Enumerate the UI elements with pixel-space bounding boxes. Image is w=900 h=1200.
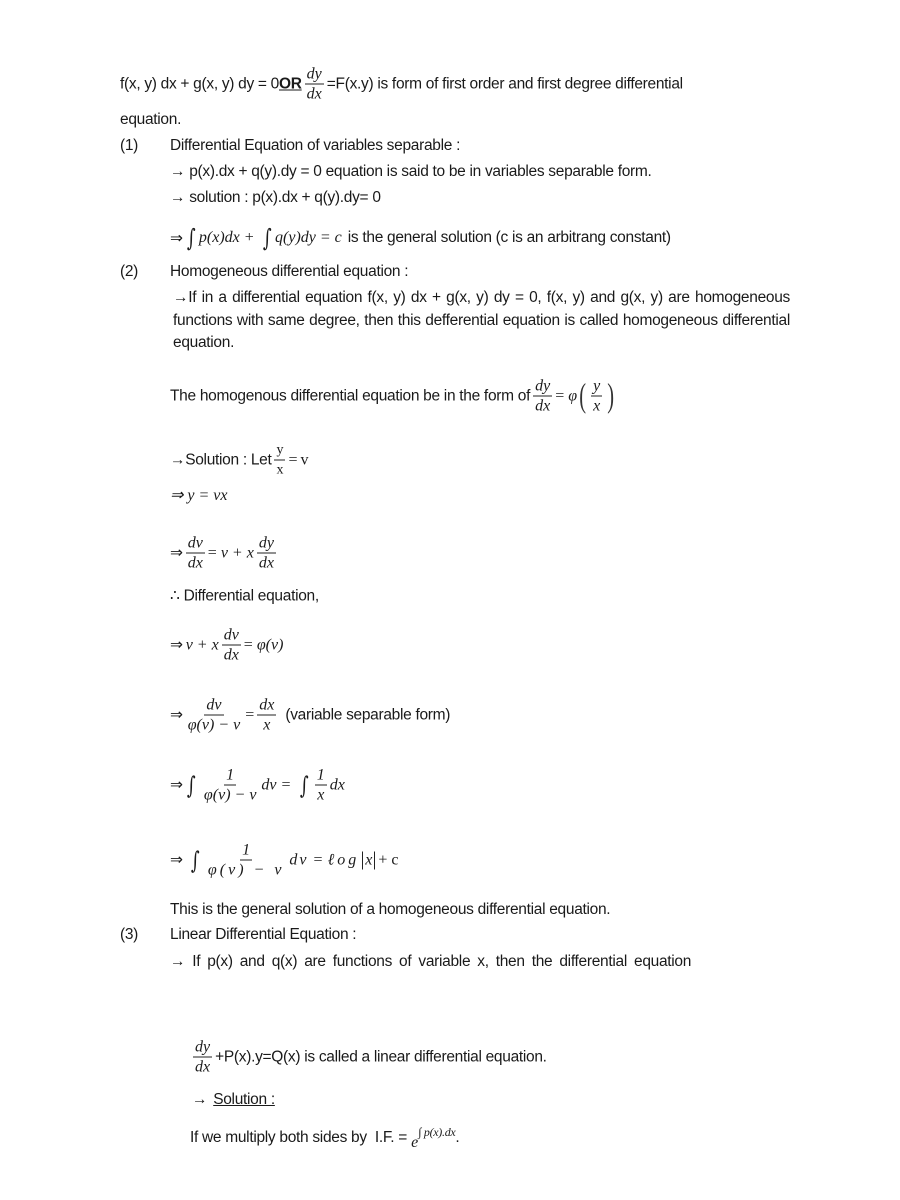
section-number: (3) [120,926,139,943]
abs-x: x [362,851,375,869]
substituted-equation [170,626,283,665]
implies-icon: ⇒ [170,636,183,654]
denominator: dx [187,554,203,572]
v-plus-x: v + x [185,636,219,653]
fraction [315,766,327,805]
fraction [274,441,285,480]
equals: = [207,544,217,561]
paren-left: ( [579,377,586,414]
denominator: dx [258,554,274,572]
equals: = [313,851,323,868]
section-title: Linear Differential Equation : [170,926,357,943]
fraction [257,534,276,573]
intro-rhs: =F(x.y) is form of first order and first degree differential [326,75,683,92]
phi-v: φ(v) [256,636,284,653]
homogeneous-form-line [170,377,616,416]
intro-lhs: f(x, y) dx + g(x, y) dy = 0 [120,75,280,92]
dv: dv [289,851,309,868]
implies-icon: ⇒ [170,544,183,562]
plus: + [244,229,254,246]
equals: = [243,636,253,653]
dv: dv [261,776,277,793]
numerator: y [274,441,285,461]
separable-form-line: → p(x).dx + q(y).dy = 0 equation is said to be in variables separable form. [170,163,652,180]
conclusion: This is the general solution of a homogeneous differential equation. [170,901,611,918]
numerator: dv [187,534,203,552]
multiply-text: If we multiply both sides by I.F. = [190,1129,412,1146]
dy-dx-fraction [305,65,324,104]
homogeneous-definition: →If in a differential equation f(x, y) dx + g(x, y) dy = 0, f(x, y) and g(x, y) are homogeneous functions with same degree, then this defferential equation is called homogeneous differential equation. [173,289,790,351]
equals-c: = c [319,229,342,246]
linear-equation-text: +P(x).y=Q(x) is called a linear differential equation. [215,1048,547,1065]
exponent: ∫ p(x).dx [418,1124,456,1139]
implies-icon: ⇒ [170,776,183,794]
implies-icon: ⇒ [170,706,183,724]
plus-c: + c [378,851,399,868]
denominator: x [263,716,271,734]
numerator: 1 [242,841,251,859]
fraction [202,766,259,805]
or-keyword: OR [279,75,302,92]
numerator: y [593,377,601,395]
linear-equation-line [190,1038,547,1077]
dx: dx [329,776,345,793]
integral-icon: ∫ [299,771,308,799]
fraction [186,534,205,573]
section-title: Homogeneous differential equation : [170,263,409,280]
denominator: x [593,397,601,415]
fraction [591,377,602,416]
fraction [186,696,243,735]
numerator: dv [223,626,239,644]
equals: = [245,706,255,723]
equals: = [281,776,291,793]
substitution-line [170,441,309,480]
integral-icon: ∫ [186,771,196,799]
linear-definition-line: → If p(x) and q(x) are functions of variable x, then the differential equation [170,953,692,970]
section-title: Differential Equation of variables separable : [170,137,461,154]
fraction [533,377,552,416]
fraction [206,841,287,880]
denominator: x [317,786,325,804]
denominator: dx [195,1058,211,1076]
integral-equation [170,766,345,805]
fraction [222,626,241,665]
intro-cont: equation. [120,111,182,128]
denominator: φ(v) − v [187,716,241,734]
equals: = [288,451,298,468]
solution-label: Solution : [213,1091,275,1108]
solution-heading [192,1091,275,1109]
separable-note: (variable separable form) [285,706,451,723]
integrating-factor-line [190,1124,460,1151]
numerator: dy [258,534,274,552]
general-solution-line [170,224,671,252]
v: v [300,451,309,468]
arrow-icon: → [192,1091,208,1108]
separated-equation [170,696,450,735]
log: ℓog [327,851,360,868]
denominator: dx [535,397,551,415]
log-solution [170,841,398,880]
paren-right: ) [607,377,615,414]
integral-icon: ∫ [190,846,200,874]
therefore-line: ∴ Differential equation, [170,587,319,605]
denominator: φ(v) − v [203,786,257,804]
phi: φ [568,387,578,404]
denominator: φ(v) − v [207,861,285,879]
general-solution-text: is the general solution (c is an arbitrang constant) [347,229,671,246]
numerator: dy [535,377,551,395]
numerator: 1 [226,766,235,784]
derivative-step [170,534,279,573]
numerator: dy [306,65,322,83]
numerator: dv [206,696,222,714]
numerator: dx [259,696,275,714]
form-text: The homogenous differential equation be in the form of [170,387,531,404]
integral-icon: ∫ [262,224,272,252]
integrand-1: p(x)dx [198,229,240,246]
numerator: 1 [316,766,325,784]
step-y-equals-vx: ⇒ y = vx [170,487,228,504]
solution-label: →Solution : Let [170,451,272,468]
solution-line: → solution : p(x).dx + q(y).dy= 0 [170,189,381,206]
equals: = [555,387,565,404]
section-number: (1) [120,137,139,154]
integral-icon: ∫ [186,224,196,252]
period: . [455,1129,460,1146]
numerator: dy [195,1038,211,1056]
fraction [193,1038,212,1077]
integrand-2: q(y)dy [275,229,316,246]
denominator: dx [223,646,239,664]
e: e [411,1134,419,1151]
fraction [257,696,276,735]
implies-icon: ⇒ [170,229,183,247]
v-plus-x: v + x [220,544,254,561]
section-number: (2) [120,263,139,280]
implies-icon: ⇒ [170,851,183,869]
intro-line [120,65,683,104]
denominator: x [276,462,284,478]
denominator: dx [306,85,322,103]
